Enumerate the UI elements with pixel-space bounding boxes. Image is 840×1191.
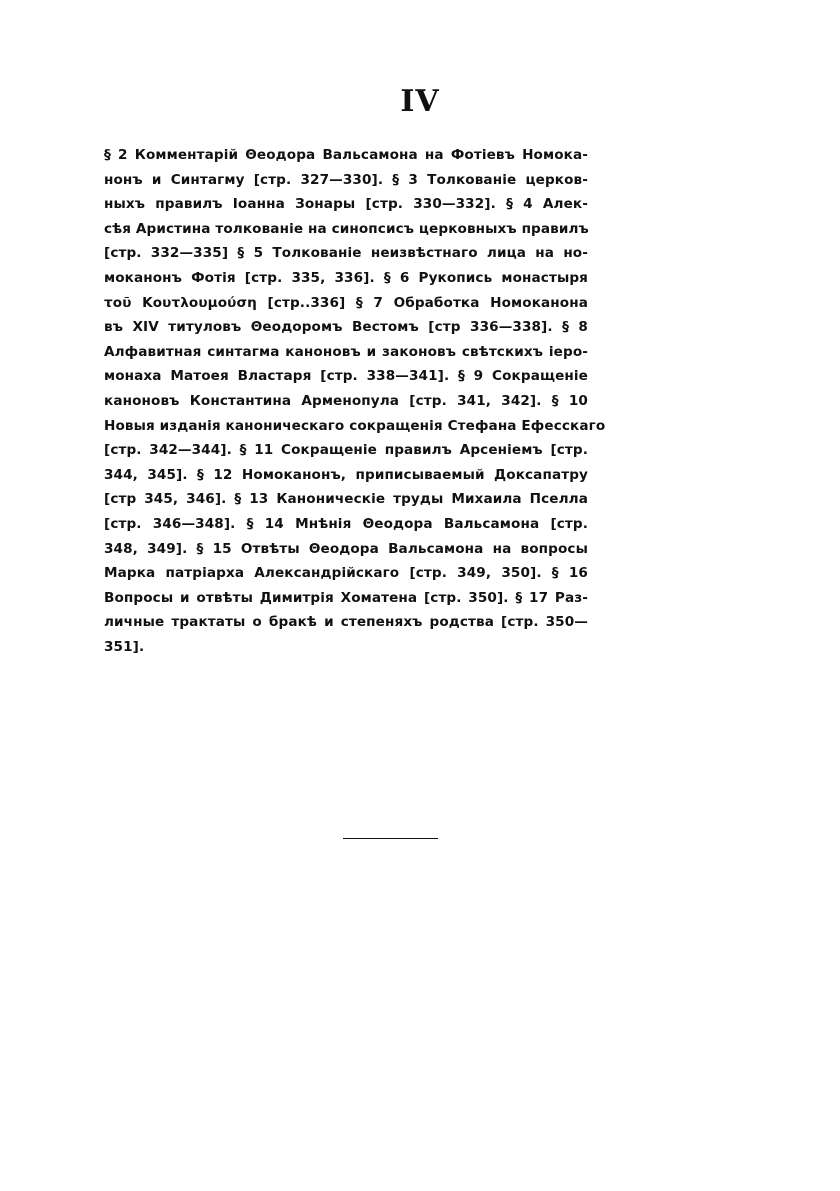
separator-rule [343, 838, 438, 839]
text-line: § 2 Комментарій Θеодора Вальсамона на Фотіевъ Номока- [104, 147, 588, 163]
text-line: 344, 345]. § 12 Номоканонъ, приписываемый Доксапатру [104, 466, 588, 483]
text-line: въ XIV титуловъ Θеодоромъ Вестомъ [стр 336—338]. § 8 [104, 319, 588, 336]
text-line: 351]. [104, 638, 145, 655]
text-line: [стр. 332—335] § 5 Толкованіе неизвѣстнаго лица на но- [104, 245, 588, 262]
text-line: нонъ и Синтагму [стр. 327—330]. § 3 Толкованіе церков- [104, 171, 588, 188]
text-line: [стр. 342—344]. § 11 Сокращеніе правилъ Арсеніемъ [стр. [104, 442, 588, 459]
text-line: каноновъ Константина Арменопула [стр. 341, 342]. § 10 [104, 392, 588, 409]
text-line: монаха Матоея Властаря [стр. 338—341]. § 9 Сокращеніе [104, 368, 588, 385]
text-line: [стр. 346—348]. § 14 Мнѣнія Θеодора Вальсамона [стр. [104, 515, 588, 532]
text-line: Марка патріарха Александрійскаго [стр. 349, 350]. § 16 [104, 565, 588, 582]
text-line: 348, 349]. § 15 Отвѣты Θеодора Вальсамона на вопросы [104, 540, 588, 557]
text-line: Алфавитная синтагма каноновъ и законовъ свѣтскихъ іеро- [104, 343, 588, 360]
text-line: сѣя Аристина толкованіе на синопсисъ церковныхъ правилъ [104, 220, 589, 237]
text-line: Новыя изданія каноническаго сокращенія Стефана Ефесскаго [104, 417, 606, 434]
table-of-contents-text [104, 143, 606, 659]
text-line: моканонъ Фотія [стр. 335, 336]. § 6 Рукопись монастыря [104, 269, 588, 286]
text-line: Вопросы и отвѣты Димитрія Хоматена [стр. 350]. § 17 Раз- [104, 589, 588, 606]
text-line: τοῦ Κουτλουμούση [стр..336] § 7 Обработка Номоканона [104, 294, 588, 311]
text-line: [стр 345, 346]. § 13 Каноническіе труды Михаила Пселла [104, 491, 588, 508]
text-line: ныхъ правилъ Іоанна Зонары [стр. 330—332]. § 4 Алек- [104, 196, 588, 213]
page-number: IV [400, 84, 440, 119]
text-line: личные трактаты о бракѣ и степеняхъ родства [стр. 350— [104, 614, 588, 631]
